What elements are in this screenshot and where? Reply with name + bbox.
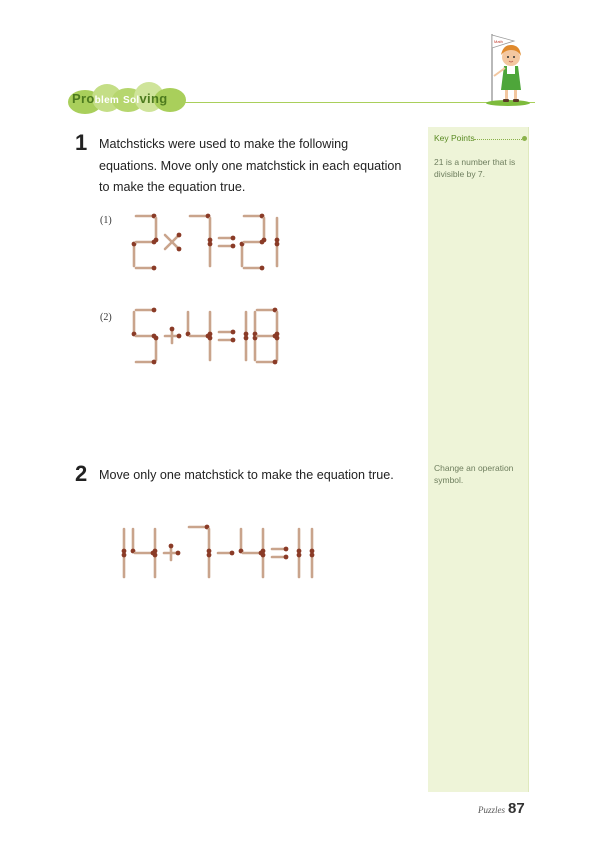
matchstick-head <box>297 553 302 558</box>
matchstick-head <box>275 242 280 247</box>
key-points-sidebar <box>428 127 529 792</box>
key-point-note-2: Change an operation symbol. <box>434 463 514 485</box>
matchstick-equation-1 <box>132 212 332 272</box>
matchstick-head <box>231 338 236 343</box>
matchstick-head <box>177 233 182 238</box>
matchstick-head <box>152 360 157 365</box>
matchstick-head <box>273 334 278 339</box>
matchstick-equation-3 <box>118 523 408 583</box>
matchstick-head <box>152 266 157 271</box>
problem-number: 1 <box>75 130 88 155</box>
page-header <box>0 0 600 120</box>
book-title: Puzzles <box>478 805 505 815</box>
key-points-title: Key Points <box>434 133 475 143</box>
matchstick-head <box>230 551 235 556</box>
matchstick-head <box>259 551 264 556</box>
flag-label: Math <box>494 39 503 44</box>
matchstick-head <box>231 244 236 249</box>
banner-part: Pro <box>72 91 95 106</box>
matchstick-head <box>260 240 265 245</box>
banner-title <box>72 91 167 106</box>
problem-text: Matchsticks were used to make the following equations. Move only one matchstick in each equation to make the equation true. <box>99 137 402 194</box>
matchstick-head <box>206 334 211 339</box>
page-number: 87 <box>508 800 525 817</box>
matchstick-head <box>310 553 315 558</box>
page-footer <box>478 800 525 818</box>
matchstick-head <box>151 551 156 556</box>
matchstick-head <box>231 330 236 335</box>
key-points-bullet <box>522 136 527 141</box>
matchstick-head <box>122 553 127 558</box>
matchstick-head <box>177 334 182 339</box>
matchstick-head <box>177 247 182 252</box>
matchstick-head <box>152 334 157 339</box>
matchstick-head <box>284 547 289 552</box>
matchstick-head <box>176 551 181 556</box>
matchstick-head <box>207 553 212 558</box>
matchstick-head <box>244 336 249 341</box>
problem-text: Move only one matchstick to make the equation true. <box>99 468 394 482</box>
matchstick-head <box>152 308 157 313</box>
matchstick-equation-2 <box>132 306 332 366</box>
banner-part: Sol <box>123 95 140 106</box>
equation-group <box>122 525 315 577</box>
subproblem-label: (2) <box>100 312 112 323</box>
girl-with-flag-illustration <box>478 30 538 110</box>
matchstick-head <box>273 360 278 365</box>
matchstick-head <box>152 240 157 245</box>
matchstick-head <box>231 236 236 241</box>
key-point-note-1: 21 is a number that is divisible by 7. <box>434 157 516 179</box>
matchstick-head <box>208 242 213 247</box>
matchstick-head <box>260 266 265 271</box>
equation-group <box>132 214 280 271</box>
banner-part: ving <box>139 91 168 106</box>
key-points-divider <box>474 139 524 140</box>
matchstick-head <box>284 555 289 560</box>
matchstick-head <box>170 327 175 332</box>
problem-number: 2 <box>75 461 88 486</box>
equation-group <box>132 308 280 365</box>
subproblem-label: (1) <box>100 215 112 226</box>
banner-part: blem <box>94 95 120 106</box>
matchstick-head <box>169 544 174 549</box>
